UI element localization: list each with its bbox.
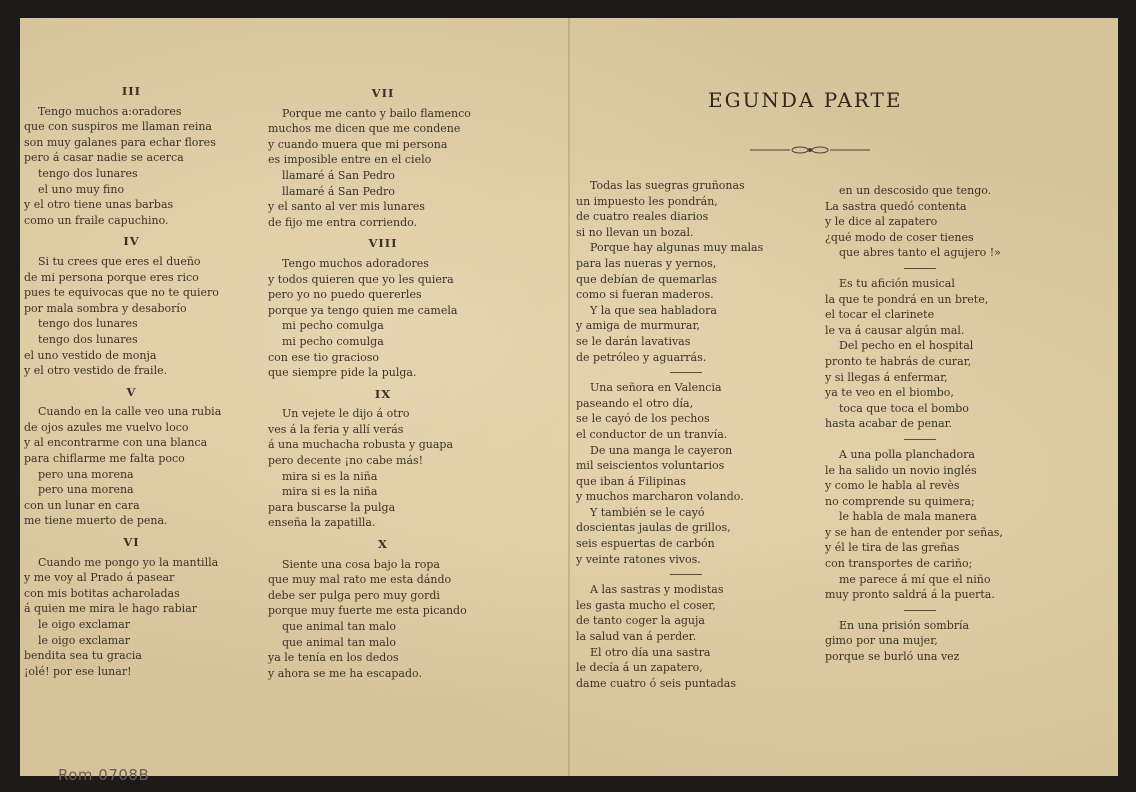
- verse-line: la salud van á perder.: [576, 630, 697, 644]
- verse-line: pues te equivocas que no te quiero: [24, 286, 219, 300]
- verse-line: en un descosido que tengo.: [839, 184, 992, 197]
- verse-line: ¡olé! por ese lunar!: [24, 664, 132, 678]
- verse-line: que siempre pide la pulga.: [268, 366, 417, 380]
- verse-line: que muy mal rato me esta dándo: [268, 573, 452, 587]
- verse-line: gimo por una mujer,: [825, 634, 938, 648]
- verse-line: tengo dos lunares: [38, 166, 138, 180]
- verse-line: que animal tan malo: [282, 620, 396, 633]
- verse-line: como un fraile capuchino.: [24, 213, 169, 227]
- verse-line: Porque hay algunas muy malas: [590, 241, 764, 255]
- verse-line: para las nueras y yernos,: [576, 256, 717, 270]
- verse-line: enseña la zapatilla.: [268, 516, 376, 530]
- verse-line: con mis botitas acharoladas: [24, 586, 180, 600]
- stanza-rule: [904, 268, 936, 269]
- verse-line: el conductor de un tranvía.: [576, 427, 728, 441]
- verse-line: ves á la feria y allí verás: [268, 422, 404, 436]
- verse-line: A las sastras y modistas: [590, 583, 724, 597]
- ornament-divider-icon: [750, 145, 870, 155]
- verse-line: y amiga de murmurar,: [576, 319, 701, 333]
- verse-line: le va á causar algún mal.: [825, 323, 965, 337]
- verse-line: Cuando en la calle veo una rubia: [38, 405, 222, 419]
- verse-line: y él le tira de las greñas: [825, 541, 960, 555]
- verse-line: y si llegas á enfermar,: [825, 370, 948, 384]
- verse-line: El otro día una sastra: [590, 645, 711, 659]
- verse-line: La sastra quedó contenta: [825, 199, 967, 213]
- verse-line: de fijo me entra corriendo.: [268, 215, 418, 229]
- verse-line: si no llevan un bozal.: [576, 225, 694, 239]
- verse-line: pero una morena: [38, 467, 134, 481]
- verse-line: un impuesto les pondrán,: [576, 194, 718, 208]
- verse-line: con transportes de cariño;: [825, 557, 973, 571]
- verse-line: Todas las suegras gruñonas: [590, 179, 745, 192]
- verse-line: pronto te habrás de curar,: [825, 354, 972, 368]
- verse-line: pero yo no puedo quererles: [268, 288, 422, 302]
- center-fold: [568, 18, 570, 776]
- verse-line: Tengo muchos adoradores: [282, 256, 429, 270]
- verse-line: y el otro tiene unas barbas: [24, 198, 174, 212]
- verse-line: pero á casar nadie se acerca: [24, 151, 184, 165]
- catalog-mark: Rom 0708B: [58, 766, 150, 784]
- left-column-1: [24, 78, 239, 679]
- verse-line: á quien me mira le hago rabiar: [24, 602, 198, 616]
- stanza-numeral: VIII: [368, 236, 398, 251]
- verse-line: me parece á mí que el niño: [839, 572, 991, 586]
- verse-line: y como le habla al revès: [825, 479, 960, 493]
- verse-line: muchos me dicen que me condene: [268, 122, 461, 136]
- verse-line: y todos quieren que yo les quiera: [268, 272, 454, 286]
- verse-line: le oigo exclamar: [38, 618, 131, 631]
- verse-line: mi pecho comulga: [282, 334, 384, 348]
- verse-line: de cuatro reales diarios: [576, 210, 709, 224]
- verse-line: paseando el otro día,: [576, 396, 694, 410]
- verse-line: Es tu afición musical: [839, 276, 955, 290]
- verse-line: de ojos azules me vuelvo loco: [24, 420, 189, 434]
- verse-line: no comprende su quimera;: [825, 494, 975, 508]
- verse-line: muy pronto saldrá á la puerta.: [825, 588, 995, 602]
- stanza-numeral: IX: [374, 386, 392, 401]
- verse-line: les gasta mucho el coser,: [576, 598, 716, 612]
- verse-line: ya te veo en el biombo,: [825, 386, 954, 400]
- verse-line: que animal tan malo: [282, 635, 396, 649]
- verse-line: Y también se le cayó: [590, 505, 705, 519]
- broadside-sheet: [20, 18, 1118, 784]
- verse-line: le decía á un zapatero,: [576, 661, 703, 675]
- verse-line: y me voy al Prado á pasear: [24, 571, 175, 585]
- verse-line: Si tu crees que eres el dueño: [38, 254, 201, 268]
- verse-line: Un vejete le dijo á otro: [282, 407, 410, 421]
- stanza-rule: [904, 610, 936, 611]
- verse-line: bendita sea tu gracia: [24, 649, 142, 663]
- verse-line: mira si es la niña: [282, 485, 378, 499]
- verse-line: es imposible entre en el cielo: [268, 153, 432, 167]
- verse-line: hasta acabar de penar.: [825, 417, 953, 431]
- verse-line: el uno vestido de monja: [24, 348, 157, 362]
- verse-line: A una polla planchadora: [839, 447, 975, 461]
- verse-line: y se han de entender por señas,: [825, 525, 1003, 539]
- verse-line: toca que toca el bombo: [839, 401, 969, 415]
- verse-line: son muy galanes para echar flores: [24, 135, 216, 149]
- verse-line: Siente una cosa bajo la ropa: [282, 557, 440, 571]
- verse-line: porque se burló una vez: [825, 650, 960, 664]
- verse-line: se le cayó de los pechos: [576, 412, 710, 426]
- stanza-numeral: VI: [123, 535, 140, 550]
- section-title: EGUNDA PARTE: [708, 88, 903, 112]
- verse-line: De una manga le cayeron: [590, 443, 733, 457]
- verse-line: y muchos marcharon volando.: [576, 490, 744, 504]
- verse-line: con un lunar en cara: [24, 498, 140, 512]
- verse-line: de petróleo y aguarrás.: [576, 350, 707, 364]
- stanza-numeral: X: [378, 537, 388, 552]
- verse-line: debe ser pulga pero muy gordi: [268, 588, 440, 602]
- verse-line: y el santo al ver mis lunares: [268, 200, 425, 214]
- verse-line: Una señora en Valencia: [590, 381, 722, 395]
- stanza-rule: [670, 574, 702, 575]
- verse-line: Del pecho en el hospital: [839, 339, 974, 353]
- verse-line: se le darán lavativas: [576, 334, 691, 348]
- verse-line: como si fueran maderos.: [576, 288, 714, 302]
- verse-line: ya le tenía en los dedos: [268, 651, 399, 665]
- verse-line: y cuando muera que mi persona: [268, 137, 448, 151]
- verse-line: Porque me canto y bailo flamenco: [282, 106, 471, 120]
- verse-line: ¿qué modo de coser tienes: [825, 230, 974, 244]
- verse-line: que con suspiros me llaman reina: [24, 120, 212, 134]
- verse-line: tengo dos lunares: [38, 332, 138, 346]
- verse-line: para buscarse la pulga: [268, 500, 396, 514]
- verse-line: mi pecho comulga: [282, 319, 384, 333]
- verse-line: para chiflarme me falta poco: [24, 452, 185, 466]
- verse-line: pero una morena: [38, 483, 134, 497]
- verse-line: que debían de quemarlas: [576, 272, 718, 286]
- verse-line: tengo dos lunares: [38, 317, 138, 331]
- verse-line: que iban á Filipinas: [576, 474, 686, 488]
- verse-line: á una muchacha robusta y guapa: [268, 438, 454, 452]
- stanza-numeral: IV: [123, 234, 140, 249]
- verse-line: le habla de mala manera: [839, 510, 977, 524]
- verse-line: que abres tanto el agujero !»: [839, 246, 1001, 260]
- verse-line: de mi persona porque eres rico: [24, 270, 199, 284]
- verse-line: pero decente ¡no cabe más!: [268, 454, 424, 468]
- verse-line: Tengo muchos a:oradores: [38, 104, 182, 118]
- verse-line: doscientas jaulas de grillos,: [576, 521, 731, 535]
- stanza-numeral: VII: [371, 86, 395, 100]
- verse-line: y veinte ratones vivos.: [576, 552, 701, 566]
- verse-line: le ha salido un novio inglés: [825, 463, 977, 477]
- verse-line: En una prisión sombría: [839, 618, 970, 632]
- stanza-rule: [904, 439, 936, 440]
- verse-line: y al encontrarme con una blanca: [24, 436, 208, 450]
- verse-line: el tocar el clarinete: [825, 308, 935, 322]
- verse-line: mira si es la niña: [282, 469, 378, 483]
- verse-line: Cuando me pongo yo la mantilla: [38, 555, 219, 569]
- verse-line: mil seiscientos voluntarios: [576, 459, 725, 473]
- right-column-1: [576, 178, 796, 691]
- verse-line: la que te pondrá en un brete,: [825, 292, 989, 306]
- verse-line: por mala sombra y desaborío: [24, 301, 187, 315]
- verse-line: con ese tio gracioso: [268, 350, 380, 364]
- verse-line: porque ya tengo quien me camela: [268, 303, 458, 317]
- verse-line: y ahora se me ha escapado.: [268, 666, 422, 680]
- left-column-2: [268, 80, 498, 681]
- right-column-2: [825, 183, 1015, 665]
- stanza-numeral: III: [121, 84, 142, 98]
- stanza-numeral: V: [126, 384, 137, 399]
- verse-line: dame cuatro ó seis puntadas: [576, 676, 737, 690]
- verse-line: llamaré á San Pedro: [282, 168, 395, 182]
- verse-line: llamaré á San Pedro: [282, 184, 395, 198]
- stanza-rule: [670, 372, 702, 373]
- verse-line: seis espuertas de carbón: [576, 537, 715, 551]
- verse-line: y le dice al zapatero: [825, 215, 938, 229]
- verse-line: le oigo exclamar: [38, 633, 131, 647]
- verse-line: de tanto coger la aguja: [576, 614, 705, 628]
- verse-line: me tiene muerto de pena.: [24, 514, 168, 528]
- verse-line: el uno muy fino: [38, 182, 125, 196]
- verse-line: y el otro vestido de fraile.: [24, 364, 168, 378]
- verse-line: porque muy fuerte me esta picando: [268, 604, 467, 618]
- verse-line: Y la que sea habladora: [590, 303, 717, 317]
